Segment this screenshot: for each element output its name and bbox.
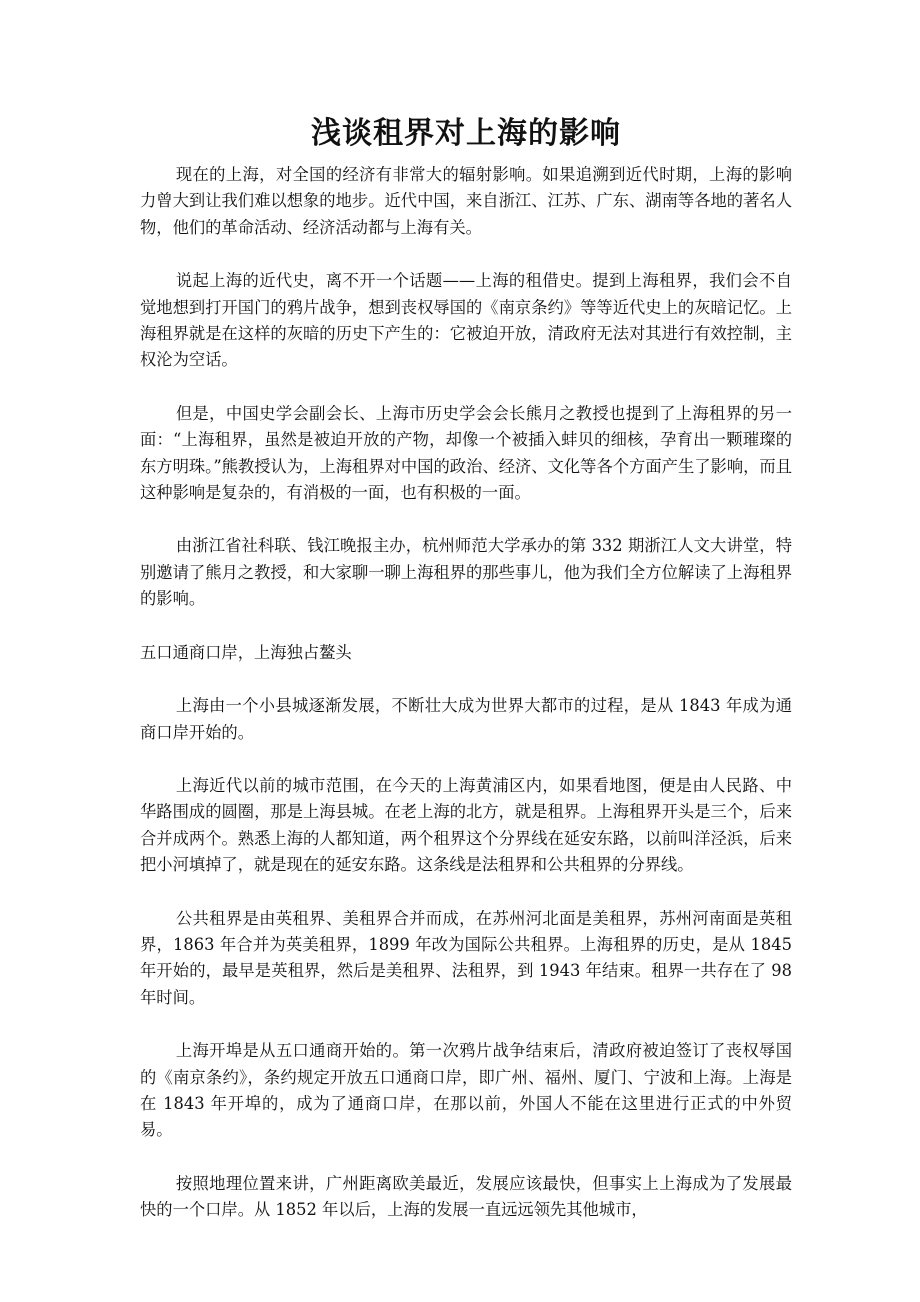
paragraph-public-concession: 公共租界是由英租界、美租界合并而成，在苏州河北面是美租界，苏州河南面是英租界，1863 年合并为英美租界，1899 年改为国际公共租界。上海租界的历史，是从 1845 年开始的，最早是英租界，然后是美租界、法租界，到 1943 年结束。租界一共存在了 98 年时间。 [140, 908, 792, 1007]
document-title: 浅谈租界对上海的影响 [311, 116, 621, 151]
paragraph-five-ports: 上海开埠是从五口通商开始的。第一次鸦片战争结束后，清政府被迫签订了丧权辱国的《南京条约》，条约规定开放五口通商口岸，即广州、福州、厦门、宁波和上海。上海是在 1843 年开埠的，成为了通商口岸，在那以前，外国人不能在这里进行正式的中外贸易。 [140, 1041, 792, 1140]
paragraph-geography: 按照地理位置来讲，广州距离欧美最近，发展应该最快，但事实上上海成为了发展最快的一个口岸。从 1852 年以后，上海的发展一直远远领先其他城市， [140, 1173, 792, 1220]
paragraph-port-opening: 上海由一个小县城逐渐发展，不断壮大成为世界大都市的过程，是从 1843 年成为通商口岸开始的。 [140, 696, 792, 742]
paragraph-concession-history: 说起上海的近代史，离不开一个话题——上海的租借史。提到上海租界，我们会不自觉地想到打开国门的鸦片战争，想到丧权辱国的《南京条约》等等近代史上的灰暗记忆。上海租界就是在这样的灰暗的历史下产生的：它被迫开放，清政府无法对其进行有效控制，主权沦为空话。 [140, 271, 792, 370]
document-body [140, 110, 792, 1251]
paragraph-lecture: 由浙江省社科联、钱江晚报主办，杭州师范大学承办的第 332 期浙江人文大讲堂，特别邀请了熊月之教授，和大家聊一聊上海租界的那些事儿，他为我们全方位解读了上海租界的影响。 [140, 536, 792, 609]
paragraph-intro: 现在的上海，对全国的经济有非常大的辐射影响。如果追溯到近代时期，上海的影响力曾大到让我们难以想象的地步。近代中国，来自浙江、江苏、广东、湖南等各地的著名人物，他们的革命活动、经济活动都与上海有关。 [140, 165, 792, 237]
paragraph-other-side: 但是，中国史学会副会长、上海市历史学会会长熊月之教授也提到了上海租界的另一面：“上海租界，虽然是被迫开放的产物，却像一个被插入蚌贝的细核，孕育出一颗璀璨的东方明珠。”熊教授认为，上海租界对中国的政治、经济、文化等各个方面产生了影响，而且这种影响是复杂的，有消极的一面，也有积极的一面。 [140, 403, 792, 503]
paragraph-city-range: 上海近代以前的城市范围，在今天的上海黄浦区内，如果看地图，便是由人民路、中华路围成的圆圈，那是上海县城。在老上海的北方，就是租界。上海租界开头是三个，后来合并成两个。熟悉上海的人都知道，两个租界这个分界线在延安东路，以前叫洋泾浜，后来把小河填掉了，就是现在的延安东路。这条线是法租界和公共租界的分界线。 [140, 775, 792, 875]
section-heading: 五口通商口岸，上海独占鳌头 [140, 642, 352, 662]
